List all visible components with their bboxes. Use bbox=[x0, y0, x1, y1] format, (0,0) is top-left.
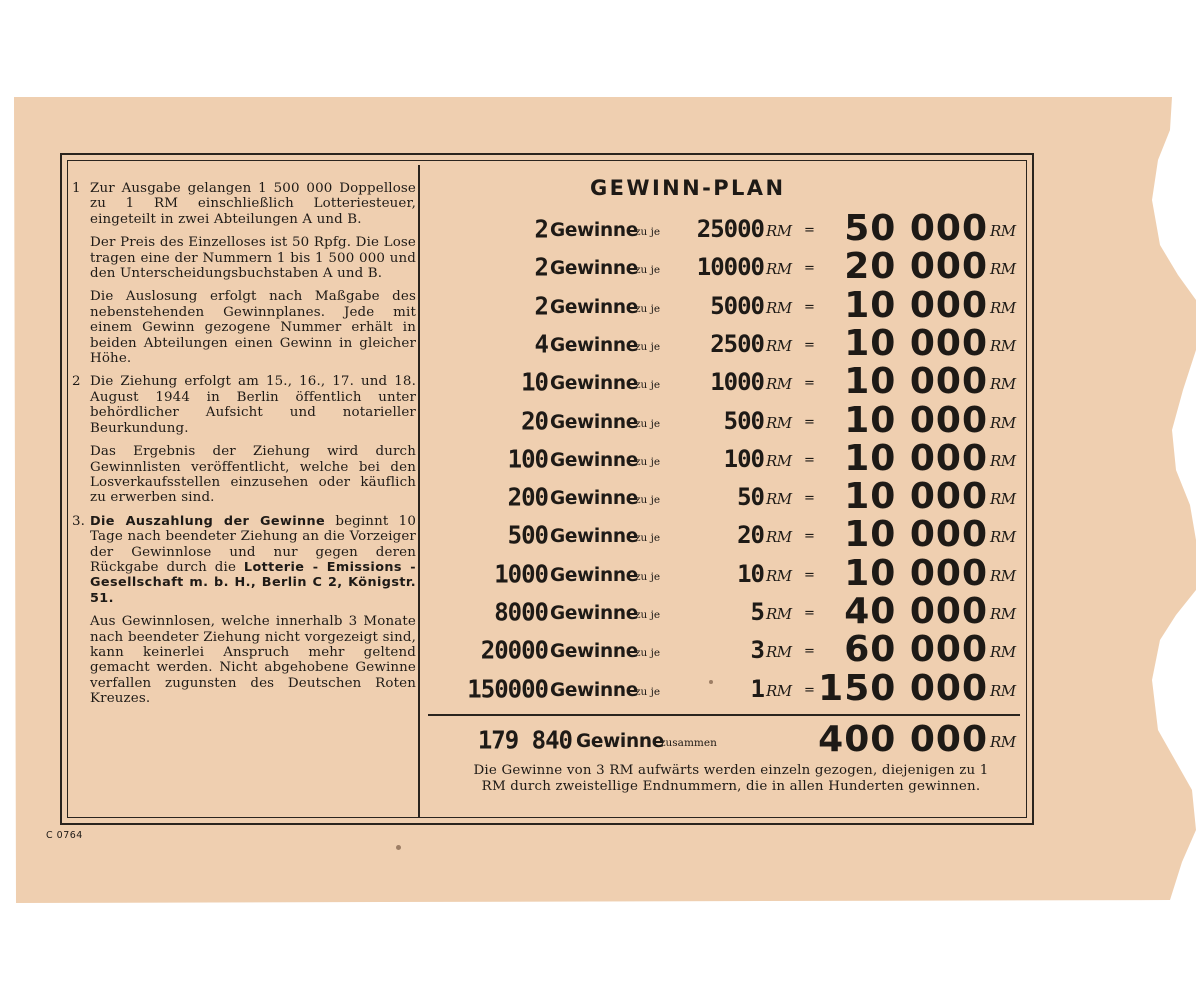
ink-speck bbox=[396, 845, 401, 850]
condition-paragraph bbox=[72, 235, 416, 281]
currency-mark: RM bbox=[766, 643, 792, 662]
prize-amount: 100 bbox=[723, 444, 764, 473]
prize-amount: 500 bbox=[723, 406, 764, 435]
prize-count: 150000 bbox=[467, 673, 548, 704]
prize-row bbox=[430, 439, 1030, 479]
paragraph-number: 3. bbox=[72, 513, 86, 529]
column-divider bbox=[418, 165, 420, 817]
company-address: Lotterie - Emissions - Gesellschaft m. b. H., Berlin C 2, Königstr. 51. bbox=[90, 559, 416, 606]
prize-row bbox=[430, 554, 1030, 594]
equals-sign: = bbox=[804, 491, 815, 507]
prize-total: 10 000 bbox=[844, 476, 988, 518]
equals-sign: = bbox=[804, 682, 815, 698]
prize-count: 20 bbox=[521, 405, 548, 436]
condition-paragraph bbox=[72, 614, 416, 706]
prize-count: 8000 bbox=[494, 597, 548, 627]
paragraph-number: 2 bbox=[72, 374, 81, 390]
currency-mark: RM bbox=[766, 566, 792, 585]
each-word: zu je bbox=[635, 302, 661, 315]
prizes-word: Gewinne bbox=[550, 679, 638, 701]
each-word: zu je bbox=[635, 340, 661, 353]
prize-row bbox=[430, 209, 1030, 249]
currency-mark: RM bbox=[766, 260, 792, 279]
prizes-word: Gewinne bbox=[550, 564, 638, 586]
currency-mark: RM bbox=[990, 222, 1016, 240]
each-word: zu je bbox=[635, 685, 661, 698]
paragraph-text: Die Auslosung erfolgt nach Maßgabe des nebenstehenden Gewinnplanes. Jede mit einem Gewinn gezogene Nummer erhält in beiden Abteilungen einen Gewinn in gleicher Höhe. bbox=[90, 289, 416, 367]
currency-mark: RM bbox=[990, 490, 1016, 509]
paragraph-number bbox=[72, 444, 90, 506]
currency-mark: RM bbox=[990, 566, 1016, 585]
equals-sign: = bbox=[804, 529, 815, 545]
together-word: zusammen bbox=[660, 737, 717, 749]
currency-mark: RM bbox=[990, 375, 1016, 394]
prize-total: 20 000 bbox=[844, 246, 988, 288]
paragraph-text: Die Ziehung erfolgt am 15., 16., 17. und 18. August 1944 in Berlin öffentlich unter behördlicher Aufsicht und notarieller Beurkundung. bbox=[90, 374, 416, 436]
condition-paragraph bbox=[72, 289, 416, 366]
prize-count: 2 bbox=[534, 252, 548, 282]
prize-amount: 5000 bbox=[710, 291, 764, 320]
prize-total: 10 000 bbox=[844, 552, 988, 594]
equals-sign: = bbox=[804, 644, 815, 660]
paragraph-text: Aus Gewinnlosen, welche innerhalb 3 Monate nach beendeter Ziehung nicht vorgezeigt sind, kann keinerlei Anspruch mehr geltend gemacht werden. Nicht abgehobene Gewinne verfallen zugunsten des Deutschen Roten Kreuzes. bbox=[90, 614, 416, 707]
paragraph-number: 1 bbox=[72, 181, 81, 196]
prize-row bbox=[430, 324, 1030, 364]
equals-sign: = bbox=[804, 261, 815, 277]
paragraph-text: Zur Ausgabe gelangen 1 500 000 Doppellose zu 1 RM einschließlich Lotteriesteuer, eingeteilt in zwei Abteilungen A und B. bbox=[90, 181, 416, 227]
prize-sum-row bbox=[430, 720, 1030, 760]
equals-sign: = bbox=[804, 337, 815, 353]
sum-total: 400 000 bbox=[818, 719, 988, 760]
currency-mark: RM bbox=[766, 222, 792, 240]
prize-amount: 50 bbox=[737, 483, 764, 512]
prizes-word: Gewinne bbox=[550, 220, 638, 241]
prize-count: 10 bbox=[521, 367, 548, 397]
prize-amount: 1000 bbox=[710, 368, 764, 397]
equals-sign: = bbox=[804, 606, 815, 621]
equals-sign: = bbox=[804, 452, 815, 468]
prize-row bbox=[430, 362, 1030, 402]
payout-heading: Die Auszahlung der Gewinne bbox=[90, 513, 326, 529]
currency-mark: RM bbox=[766, 336, 792, 355]
prize-count: 500 bbox=[507, 520, 548, 551]
prize-total: 10 000 bbox=[844, 322, 988, 364]
currency-mark: RM bbox=[990, 298, 1016, 317]
prizes-word: Gewinne bbox=[550, 449, 638, 471]
prize-row bbox=[430, 477, 1030, 517]
currency-mark: RM bbox=[990, 733, 1016, 751]
currency-mark: RM bbox=[766, 605, 792, 623]
prize-total: 40 000 bbox=[844, 591, 988, 632]
plan-title: GEWINN-PLAN bbox=[590, 176, 786, 200]
prize-amount: 20 bbox=[737, 521, 764, 550]
paragraph-number bbox=[72, 235, 90, 281]
prize-total: 60 000 bbox=[844, 629, 988, 671]
sum-rule bbox=[428, 714, 1020, 716]
document-code: C 0764 bbox=[46, 830, 83, 841]
condition-paragraph bbox=[72, 514, 416, 606]
each-word: zu je bbox=[635, 379, 661, 392]
prize-count: 4 bbox=[534, 329, 548, 359]
ink-speck bbox=[709, 680, 713, 684]
each-word: zu je bbox=[635, 532, 661, 545]
prizes-word: Gewinne bbox=[550, 488, 638, 510]
prizes-word: Gewinne bbox=[550, 373, 638, 395]
prizes-word: Gewinne bbox=[550, 603, 638, 624]
prize-count: 1000 bbox=[494, 558, 548, 589]
each-word: zu je bbox=[635, 226, 661, 238]
paragraph-text: Der Preis des Einzelloses ist 50 Rpfg. Die Lose tragen eine der Nummern 1 bis 1 500 000 und den Unterscheidungsbuchstaben A und B. bbox=[90, 235, 416, 282]
prize-count: 2 bbox=[534, 290, 548, 321]
currency-mark: RM bbox=[766, 375, 792, 394]
prize-total: 50 000 bbox=[844, 208, 988, 249]
each-word: zu je bbox=[635, 455, 661, 468]
prize-row bbox=[430, 669, 1030, 709]
prize-row bbox=[430, 286, 1030, 326]
prize-row bbox=[430, 515, 1030, 555]
prizes-word: Gewinne bbox=[550, 296, 638, 318]
condition-paragraph bbox=[72, 181, 416, 227]
prize-amount: 25000 bbox=[696, 215, 764, 243]
paragraph-number bbox=[72, 289, 90, 366]
each-word: zu je bbox=[635, 417, 661, 430]
prize-amount: 10 bbox=[737, 559, 764, 588]
equals-sign: = bbox=[804, 376, 815, 392]
prizes-word: Gewinne bbox=[550, 526, 638, 548]
prizes-word: Gewinne bbox=[576, 731, 664, 752]
sum-count: 179 840 bbox=[477, 725, 572, 755]
paragraph-number bbox=[72, 614, 90, 706]
prize-count: 100 bbox=[507, 444, 548, 474]
prize-amount: 2500 bbox=[710, 329, 764, 358]
currency-mark: RM bbox=[766, 681, 792, 700]
each-word: zu je bbox=[635, 494, 661, 507]
prizes-word: Gewinne bbox=[550, 258, 638, 280]
condition-paragraph bbox=[72, 374, 416, 436]
each-word: zu je bbox=[635, 647, 661, 660]
prize-total: 10 000 bbox=[844, 284, 988, 326]
currency-mark: RM bbox=[990, 451, 1016, 470]
prize-count: 20000 bbox=[480, 635, 548, 665]
currency-mark: RM bbox=[990, 643, 1016, 662]
currency-mark: RM bbox=[766, 298, 792, 317]
currency-mark: RM bbox=[990, 605, 1016, 623]
each-word: zu je bbox=[635, 570, 661, 583]
equals-sign: = bbox=[804, 567, 815, 583]
payout-text: beginnt 10 Tage nach beendeter Ziehung an die Vorzeiger der Gewinnlose und nur gegen deren Rückgabe durch die bbox=[90, 513, 416, 575]
prize-row bbox=[430, 247, 1030, 287]
currency-mark: RM bbox=[766, 413, 792, 432]
prizes-word: Gewinne bbox=[550, 411, 638, 433]
equals-sign: = bbox=[804, 299, 815, 315]
prizes-word: Gewinne bbox=[550, 641, 638, 663]
currency-mark: RM bbox=[990, 681, 1016, 700]
prize-total: 10 000 bbox=[844, 514, 988, 556]
equals-sign: = bbox=[804, 223, 815, 238]
each-word: zu je bbox=[635, 609, 661, 621]
currency-mark: RM bbox=[990, 528, 1016, 547]
conditions-text bbox=[72, 181, 416, 715]
prize-amount: 5 bbox=[750, 598, 764, 626]
prize-amount: 10000 bbox=[696, 253, 764, 282]
currency-mark: RM bbox=[990, 260, 1016, 279]
prize-total: 10 000 bbox=[844, 361, 988, 403]
currency-mark: RM bbox=[766, 490, 792, 509]
prize-total: 150 000 bbox=[818, 667, 988, 709]
currency-mark: RM bbox=[990, 413, 1016, 432]
prize-amount: 3 bbox=[750, 636, 764, 665]
plan-footnote: Die Gewinne von 3 RM aufwärts werden einzeln gezogen, diejenigen zu 1 RM durch zweistellige Endnummern, die in allen Hunderten gewinnen. bbox=[473, 763, 989, 794]
prize-total: 10 000 bbox=[844, 437, 988, 479]
prizes-word: Gewinne bbox=[550, 334, 638, 356]
prize-row bbox=[430, 401, 1030, 441]
equals-sign: = bbox=[804, 414, 815, 430]
paragraph-text bbox=[90, 514, 416, 606]
currency-mark: RM bbox=[766, 528, 792, 547]
each-word: zu je bbox=[635, 264, 661, 277]
prize-count: 2 bbox=[534, 214, 548, 244]
currency-mark: RM bbox=[766, 451, 792, 470]
currency-mark: RM bbox=[990, 336, 1016, 355]
prize-row bbox=[430, 592, 1030, 632]
condition-paragraph bbox=[72, 444, 416, 506]
paragraph-text: Das Ergebnis der Ziehung wird durch Gewinnlisten veröffentlicht, welche bei den Losverkaufsstellen einzusehen oder käuflich zu erwerben sind. bbox=[90, 444, 416, 506]
prize-total: 10 000 bbox=[844, 399, 988, 441]
prize-count: 200 bbox=[507, 482, 548, 512]
prize-amount: 1 bbox=[750, 674, 764, 703]
prize-row bbox=[430, 630, 1030, 670]
